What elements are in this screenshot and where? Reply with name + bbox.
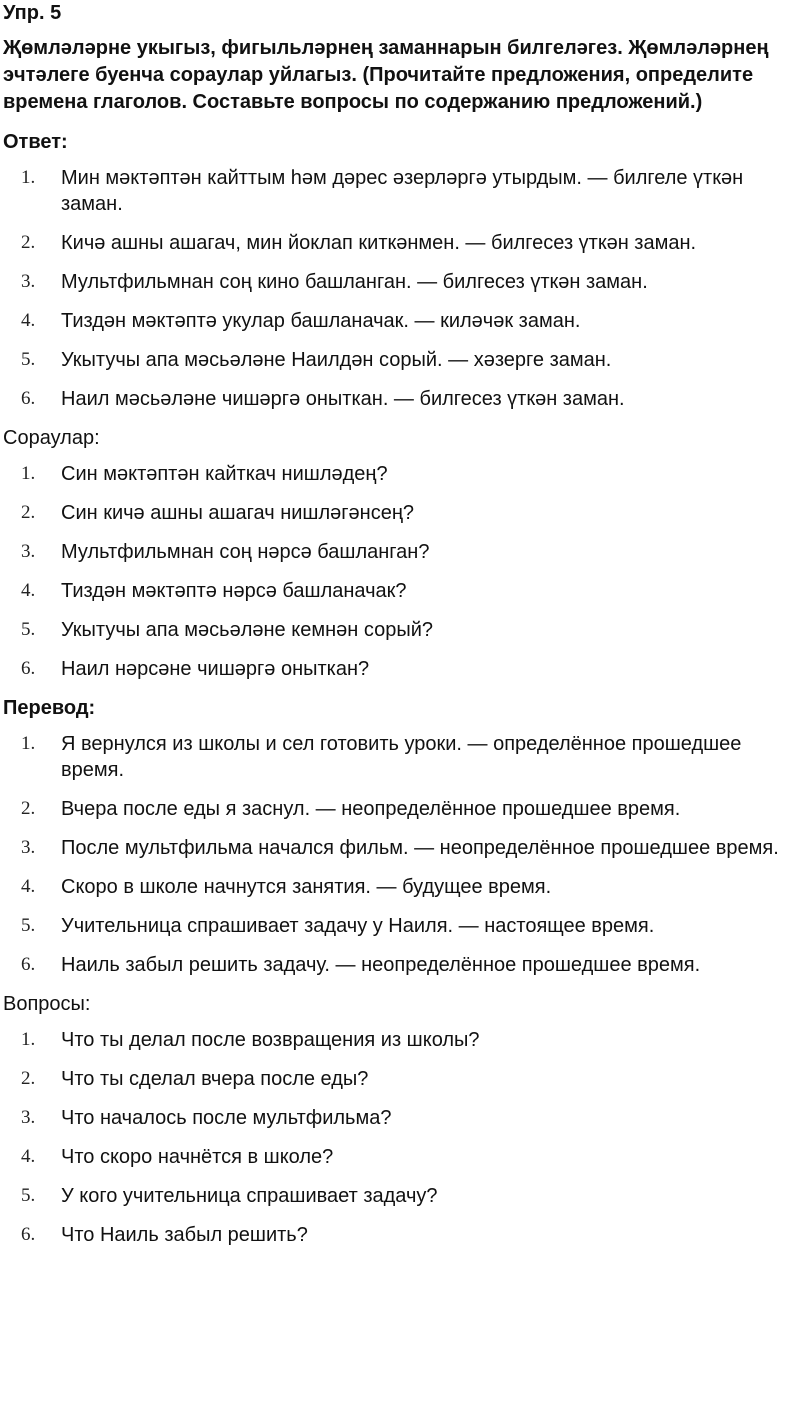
list-item [3,1105,800,1131]
item-number: 3. [21,271,36,292]
list-item [3,874,800,900]
list-item [3,656,800,682]
list-item [3,731,800,783]
item-number: 4. [21,1146,36,1167]
item-number: 5. [21,915,36,936]
item-text: У кого учительница спрашивает задачу? [61,1185,438,1207]
item-number: 2. [21,798,36,819]
item-number: 4. [21,310,36,331]
item-number: 1. [21,167,36,188]
list-item [3,913,800,939]
list-item [3,386,800,412]
task-instructions: Җөмләләрне укыгыз, фигыльләрнең заманнарын билгеләгез. Җөмләләрнең эчтәлеге буенча сораулар уйлагыз. (Прочитайте предложения, определите времена глаголов. Составьте вопросы по содержанию предложений.) [3,37,769,113]
item-text: Наил нәрсәне чишәргә оныткан? [61,658,370,680]
item-text: Скоро в школе начнутся занятия. — будущее время. [61,876,552,898]
list-item [3,500,800,526]
item-number: 1. [21,1029,36,1050]
item-number: 6. [21,388,36,409]
list-item [3,617,800,643]
list-item [3,952,800,978]
item-number: 2. [21,502,36,523]
list-item [3,835,800,861]
item-number: 5. [21,619,36,640]
item-text: Что ты делал после возвращения из школы? [61,1029,480,1051]
list-item [3,165,800,217]
item-number: 1. [21,463,36,484]
item-text: Тиздән мәктәптә нәрсә башланачак? [61,580,407,602]
list-item [3,1066,800,1092]
item-text: Тиздән мәктәптә укулар башланачак. — киләчәк заман. [61,310,581,332]
item-number: 2. [21,232,36,253]
item-text: Что Наиль забыл решить? [61,1224,308,1246]
list-item [3,1027,800,1053]
translation-heading: Перевод: [3,697,96,719]
item-text: Кичә ашны ашагач, мин йоклап киткәнмен. — билгесез үткән заман. [61,232,697,254]
item-text: Что скоро начнётся в школе? [61,1146,334,1168]
list-item [3,539,800,565]
item-text: После мультфильма начался фильм. — неопределённое прошедшее время. [61,837,779,859]
item-text: Учительница спрашивает задачу у Наиля. — настоящее время. [61,915,655,937]
item-number: 1. [21,733,36,754]
item-text: Укытучы апа мәсьәләне кемнән сорый? [61,619,433,641]
answer-heading: Ответ: [3,131,68,153]
list-item [3,230,800,256]
item-text: Мин мәктәптән кайттым һәм дәрес әзерләргә утырдым. — билгеле үткән заман. [61,167,744,215]
item-number: 3. [21,1107,36,1128]
item-text: Я вернулся из школы и сел готовить уроки. — определённое прошедшее время. [61,733,742,781]
questions-rus-list [3,1027,800,1248]
answer-list [3,165,800,412]
list-item [3,1222,800,1248]
item-number: 2. [21,1068,36,1089]
item-text: Вчера после еды я заснул. — неопределённое прошедшее время. [61,798,681,820]
list-item [3,1144,800,1170]
list-item [3,1183,800,1209]
item-number: 3. [21,541,36,562]
exercise-title: Упр. 5 [3,2,62,24]
item-number: 5. [21,349,36,370]
item-text: Что началось после мультфильма? [61,1107,392,1129]
item-number: 6. [21,658,36,679]
questions-tat-heading: Сораулар: [3,427,100,449]
list-item [3,347,800,373]
list-item [3,796,800,822]
list-item [3,308,800,334]
list-item [3,269,800,295]
item-text: Наил мәсьәләне чишәргә оныткан. — билгесез үткән заман. [61,388,625,410]
item-number: 3. [21,837,36,858]
item-text: Что ты сделал вчера после еды? [61,1068,369,1090]
item-text: Син мәктәптән кайткач нишләдең? [61,463,388,485]
item-text: Наиль забыл решить задачу. — неопределённое прошедшее время. [61,954,701,976]
questions-rus-heading: Вопросы: [3,993,91,1015]
translation-list [3,731,800,978]
list-item [3,578,800,604]
list-item [3,461,800,487]
item-text: Мультфильмнан соң нәрсә башланган? [61,541,430,563]
item-number: 4. [21,876,36,897]
item-number: 4. [21,580,36,601]
item-text: Син кичә ашны ашагач нишләгәнсең? [61,502,414,524]
item-number: 6. [21,1224,36,1245]
item-number: 5. [21,1185,36,1206]
item-text: Мультфильмнан соң кино башланган. — билгесез үткән заман. [61,271,648,293]
item-text: Укытучы апа мәсьәләне Наилдән сорый. — хәзерге заман. [61,349,612,371]
item-number: 6. [21,954,36,975]
questions-tat-list [3,461,800,682]
